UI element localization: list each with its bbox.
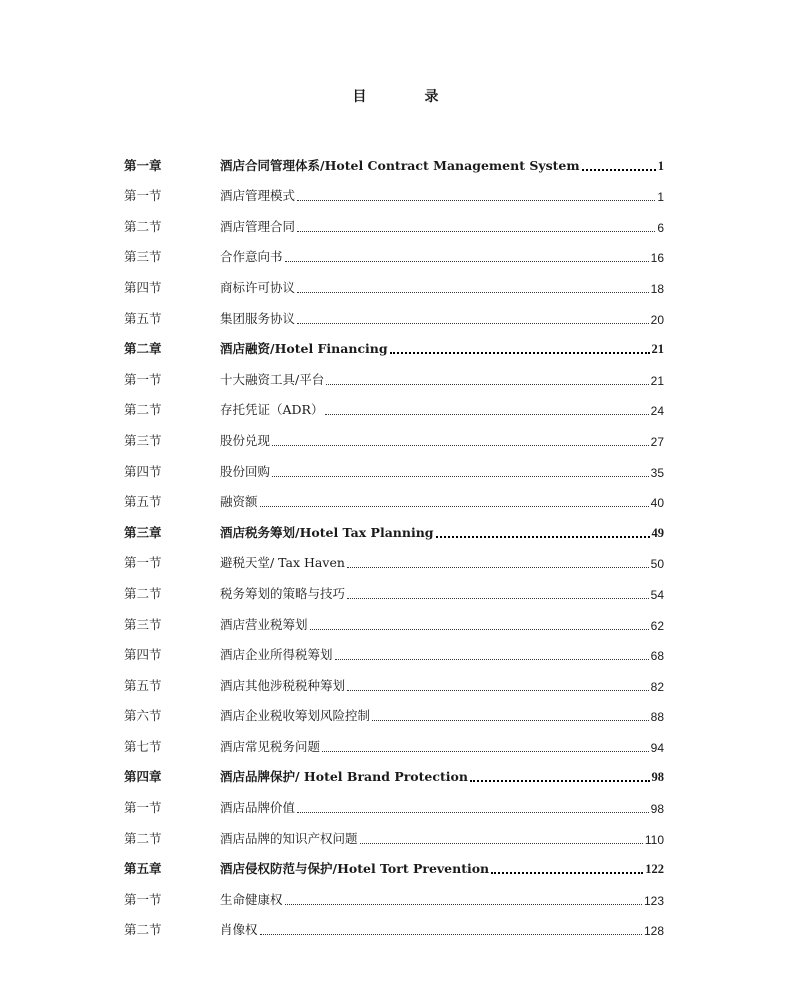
toc-entry-title: 避税天堂/ Tax Haven	[220, 555, 345, 571]
toc-entry-label: 第三节	[124, 616, 162, 632]
dot-leader	[360, 842, 643, 844]
page-title: 目 录	[352, 89, 461, 105]
dot-leader	[491, 871, 643, 874]
dot-leader	[272, 444, 649, 446]
toc-page-number: 82	[650, 679, 664, 694]
dot-leader	[390, 351, 650, 354]
dot-leader	[260, 933, 642, 935]
toc-entry-title: 股份回购	[220, 463, 271, 479]
toc-entry-label: 第二节	[124, 830, 162, 846]
toc-entry-title: 融资额	[220, 494, 258, 510]
toc-section-row[interactable]	[124, 204, 664, 235]
dot-leader	[297, 291, 649, 293]
toc-entry-label: 第三章	[124, 524, 162, 540]
toc-section-row[interactable]	[124, 296, 664, 327]
dot-leader	[297, 199, 655, 201]
toc-entry-label: 第一节	[124, 371, 162, 387]
toc-page-number: 110	[644, 832, 664, 847]
toc-entry-label: 第四章	[124, 769, 162, 785]
toc-entry-label: 第二节	[124, 218, 162, 234]
toc-entry-label: 第一节	[124, 188, 162, 204]
toc-entry-title: 酒店企业所得税筹划	[220, 647, 333, 663]
toc-section-row[interactable]	[124, 633, 664, 664]
toc-section-row[interactable]	[124, 663, 664, 694]
toc-page-number: 88	[650, 710, 664, 725]
toc-section-row[interactable]	[124, 480, 664, 511]
toc-entry-title: 生命健康权	[220, 891, 283, 907]
toc-entry-title: 酒店合同管理体系/Hotel Contract Management System	[220, 157, 580, 173]
toc-page-number: 128	[643, 924, 664, 939]
toc-entry-label: 第七节	[124, 738, 162, 754]
toc-chapter-row[interactable]	[124, 510, 664, 541]
dot-leader	[272, 475, 649, 477]
dot-leader	[325, 413, 648, 415]
toc-page-number: 40	[650, 496, 664, 511]
toc-entry-title: 酒店侵权防范与保护/Hotel Tort Prevention	[220, 861, 490, 877]
toc-entry-title: 酒店其他涉税税种筹划	[220, 677, 346, 693]
toc-entry-label: 第五节	[124, 677, 162, 693]
toc-page-number: 123	[643, 893, 664, 908]
toc-page-number: 21	[651, 342, 664, 357]
dot-leader	[297, 322, 649, 324]
toc-page-number: 98	[651, 770, 664, 785]
toc-entry-title: 酒店融资/Hotel Financing	[220, 341, 388, 357]
toc-entry-title: 股份兑现	[220, 432, 271, 448]
toc-entry-label: 第二节	[124, 922, 162, 938]
toc-chapter-row[interactable]	[124, 755, 664, 786]
toc-entry-title: 酒店常见税务问题	[220, 738, 321, 754]
toc-entry-title: 酒店管理模式	[220, 188, 296, 204]
toc-section-row[interactable]	[124, 785, 664, 816]
toc-entry-label: 第一章	[124, 157, 162, 173]
toc-page-number: 24	[650, 404, 664, 419]
toc-entry-title: 酒店企业税收筹划风险控制	[220, 708, 371, 724]
dot-leader	[297, 811, 649, 813]
toc-page-number: 21	[650, 373, 664, 388]
toc-chapter-row[interactable]	[124, 847, 664, 878]
toc-page-number: 68	[650, 649, 664, 664]
toc-entry-title: 十大融资工具/平台	[220, 371, 325, 387]
toc-page-number: 94	[650, 740, 664, 755]
dot-leader	[297, 230, 655, 232]
toc-section-row[interactable]	[124, 418, 664, 449]
dot-leader	[322, 750, 649, 752]
toc-page-number: 20	[650, 312, 664, 327]
toc-entry-label: 第一节	[124, 891, 162, 907]
toc-entry-label: 第四节	[124, 279, 162, 295]
toc-page-number: 1	[657, 158, 664, 173]
dot-leader	[285, 260, 649, 262]
dot-leader	[326, 383, 648, 385]
toc-entry-label: 第二章	[124, 341, 162, 357]
toc-page-number: 27	[650, 434, 664, 449]
dot-leader	[260, 505, 649, 507]
dot-leader	[347, 566, 649, 568]
toc-entry-label: 第四节	[124, 647, 162, 663]
dot-leader	[436, 535, 650, 538]
dot-leader	[372, 719, 649, 721]
toc-section-row[interactable]	[124, 174, 664, 205]
toc-page-number: 98	[650, 802, 664, 817]
toc-page-number: 1	[657, 190, 664, 205]
toc-section-row[interactable]	[124, 602, 664, 633]
toc-page-number: 62	[650, 618, 664, 633]
toc-section-row[interactable]	[124, 877, 664, 908]
toc-entry-title: 商标许可协议	[220, 279, 296, 295]
toc-entry-label: 第四节	[124, 463, 162, 479]
toc-page-number: 35	[650, 465, 664, 480]
dot-leader	[310, 628, 649, 630]
toc-entry-label: 第三节	[124, 432, 162, 448]
toc-page-number: 16	[650, 251, 664, 266]
toc-section-row[interactable]	[124, 265, 664, 296]
dot-leader	[347, 597, 649, 599]
toc-section-row[interactable]	[124, 694, 664, 725]
toc-entry-label: 第五节	[124, 494, 162, 510]
toc-section-row[interactable]	[124, 724, 664, 755]
dot-leader	[582, 168, 656, 171]
toc-entry-title: 酒店营业税筹划	[220, 616, 308, 632]
toc-page-number: 49	[651, 525, 664, 540]
dot-leader	[347, 689, 649, 691]
toc-section-row[interactable]	[124, 235, 664, 266]
toc-chapter-row[interactable]	[124, 143, 664, 174]
toc-page-number: 122	[645, 862, 664, 877]
toc-entry-title: 肖像权	[220, 922, 258, 938]
toc-entry-label: 第二节	[124, 402, 162, 418]
table-of-contents	[124, 143, 664, 938]
toc-entry-title: 税务筹划的策略与技巧	[220, 585, 346, 601]
toc-entry-title: 酒店税务筹划/Hotel Tax Planning	[220, 524, 434, 540]
dot-leader	[335, 658, 649, 660]
toc-page-number: 6	[657, 220, 664, 235]
toc-entry-label: 第六节	[124, 708, 162, 724]
toc-section-row[interactable]	[124, 541, 664, 572]
toc-entry-title: 合作意向书	[220, 249, 283, 265]
toc-entry-title: 酒店管理合同	[220, 218, 296, 234]
toc-entry-title: 存托凭证（ADR）	[220, 402, 324, 418]
toc-entry-title: 酒店品牌价值	[220, 800, 296, 816]
toc-entry-label: 第五章	[124, 861, 162, 877]
toc-chapter-row[interactable]	[124, 327, 664, 358]
toc-section-row[interactable]	[124, 571, 664, 602]
dot-leader	[285, 903, 642, 905]
toc-section-row[interactable]	[124, 908, 664, 939]
toc-entry-label: 第一节	[124, 555, 162, 571]
toc-page-number: 54	[650, 587, 664, 602]
toc-page-number: 50	[650, 557, 664, 572]
toc-entry-label: 第五节	[124, 310, 162, 326]
toc-section-row[interactable]	[124, 388, 664, 419]
dot-leader	[470, 779, 650, 782]
toc-section-row[interactable]	[124, 816, 664, 847]
toc-entry-title: 集团服务协议	[220, 310, 296, 326]
toc-entry-title: 酒店品牌的知识产权问题	[220, 830, 358, 846]
toc-entry-title: 酒店品牌保护/ Hotel Brand Protection	[220, 769, 468, 785]
toc-entry-label: 第二节	[124, 585, 162, 601]
toc-section-row[interactable]	[124, 449, 664, 480]
toc-section-row[interactable]	[124, 357, 664, 388]
toc-entry-label: 第三节	[124, 249, 162, 265]
toc-entry-label: 第一节	[124, 800, 162, 816]
toc-page-number: 18	[650, 281, 664, 296]
